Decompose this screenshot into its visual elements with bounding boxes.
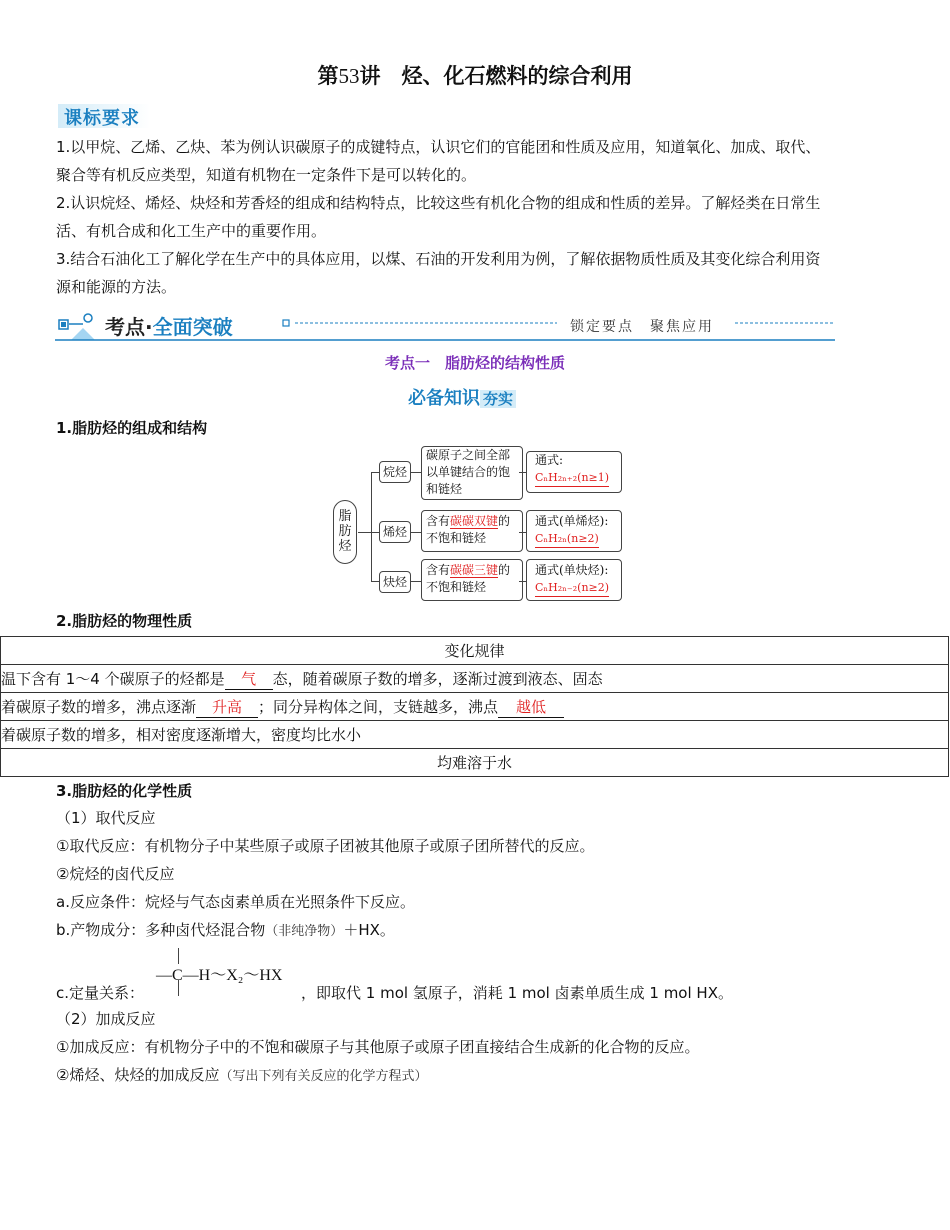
table-cell: 均难溶于水 <box>1 749 949 777</box>
requirements-badge: 课标要求 <box>58 104 150 128</box>
alkene-formula: 通式(单烯烃): CₙH₂ₙ(n≥2) <box>526 510 622 552</box>
requirement-line: 3.结合石油化工了解化学在生产中的具体应用，以煤、石油的开发利用为例，了解依据物质性质及其变化综合利用资 <box>56 250 821 268</box>
table-row <box>1 665 949 693</box>
heading-physical: 2.脂肪烃的物理性质 <box>56 612 193 630</box>
table-row <box>1 637 949 665</box>
requirement-line: 聚合等有机反应类型，知道有机物在一定条件下是可以转化的。 <box>56 166 477 184</box>
kaodian-heading: 考点一 脂肪烃的结构性质 <box>384 354 565 372</box>
alkyne-formula: 通式(单炔烃): CₙH₂ₙ₋₂(n≥2) <box>526 559 622 601</box>
requirement-line: 源和能源的方法。 <box>56 278 177 296</box>
table-cell: 温下含有 1～4 个碳原子的烃都是 气 态，随着碳原子数的增多，逐渐过渡到液态、固态 <box>1 665 949 693</box>
text-line: a.反应条件：烷烃与气态卤素单质在光照条件下反应。 <box>56 893 415 911</box>
alkane-formula: 通式: CₙH₂ₙ₊₂(n≥1) <box>526 451 622 493</box>
table-cell: 着碳原子数的增多，沸点逐渐 升高 ；同分异构体之间，支链越多，沸点 越低 <box>1 693 949 721</box>
alkane-desc: 碳原子之间全部 以单键结合的饱 和链烃 <box>421 446 523 500</box>
requirements-text <box>56 133 891 301</box>
table-row <box>1 749 949 777</box>
table-row <box>1 693 949 721</box>
branch-alkyne: 炔烃 <box>379 571 411 593</box>
branch-alkene: 烯烃 <box>379 521 411 543</box>
section-subtitle: 锁定要点 聚焦应用 <box>570 319 714 335</box>
hydrocarbon-diagram <box>330 440 620 610</box>
diagram-root: 脂肪烃 <box>333 500 357 564</box>
chemical-properties <box>56 804 891 946</box>
quantitative-relation: —C—H～X₂～HX c.定量关系： ，即取代 1 mol 氢原子，消耗 1 mol 卤素单质生成 1 mol HX。 <box>56 944 896 1006</box>
table-header: 变化规律 <box>1 637 949 665</box>
physical-property-table <box>0 636 949 777</box>
text-line: （1）取代反应 <box>56 809 156 827</box>
requirement-line: 活、有机合成和化工生产中的重要作用。 <box>56 222 327 240</box>
alkyne-desc: 含有碳碳三键的 不饱和链烃 <box>421 559 523 601</box>
text-line: （2）加成反应 <box>56 1010 156 1028</box>
text-line: ①取代反应：有机物分子中某些原子或原子团被其他原子或原子团所替代的反应。 <box>56 837 595 855</box>
branch-alkane: 烷烃 <box>379 461 411 483</box>
requirement-line: 2.认识烷烃、烯烃、炔烃和芳香烃的组成和结构特点，比较这些有机化合物的组成和性质的差异。了解烃类在日常生 <box>56 194 821 212</box>
bibei-heading: 必备知识 夯实 <box>408 384 516 410</box>
text-line: b.产物成分：多种卤代烃混合物（非纯净物）＋HX。 <box>56 921 395 939</box>
heading-chemical: 3.脂肪烃的化学性质 <box>56 782 193 800</box>
table-row <box>1 721 949 749</box>
table-cell: 着碳原子数的增多，相对密度逐渐增大，密度均比水小 <box>1 721 949 749</box>
page-title: 第53讲 烃、化石燃料的综合利用 <box>317 64 633 88</box>
text-line: ②烯烃、炔烃的加成反应（写出下列有关反应的化学方程式） <box>56 1066 428 1084</box>
section-title: 考点·全面突破 <box>105 315 233 339</box>
heading-structure: 1.脂肪烃的组成和结构 <box>56 419 208 437</box>
alkene-desc: 含有碳碳双键的 不饱和链烃 <box>421 510 523 552</box>
requirement-line: 1.以甲烷、乙烯、乙炔、苯为例认识碳原子的成键特点，认识它们的官能团和性质及应用，知道氧化、加成、取代、 <box>56 138 821 156</box>
structural-formula: —C—H～X₂～HX <box>156 967 283 984</box>
text-line: ①加成反应：有机物分子中的不饱和碳原子与其他原子或原子团直接结合生成新的化合物的反应。 <box>56 1038 700 1056</box>
text-line: ②烷烃的卤代反应 <box>56 865 175 883</box>
addition-reaction <box>56 1005 891 1091</box>
